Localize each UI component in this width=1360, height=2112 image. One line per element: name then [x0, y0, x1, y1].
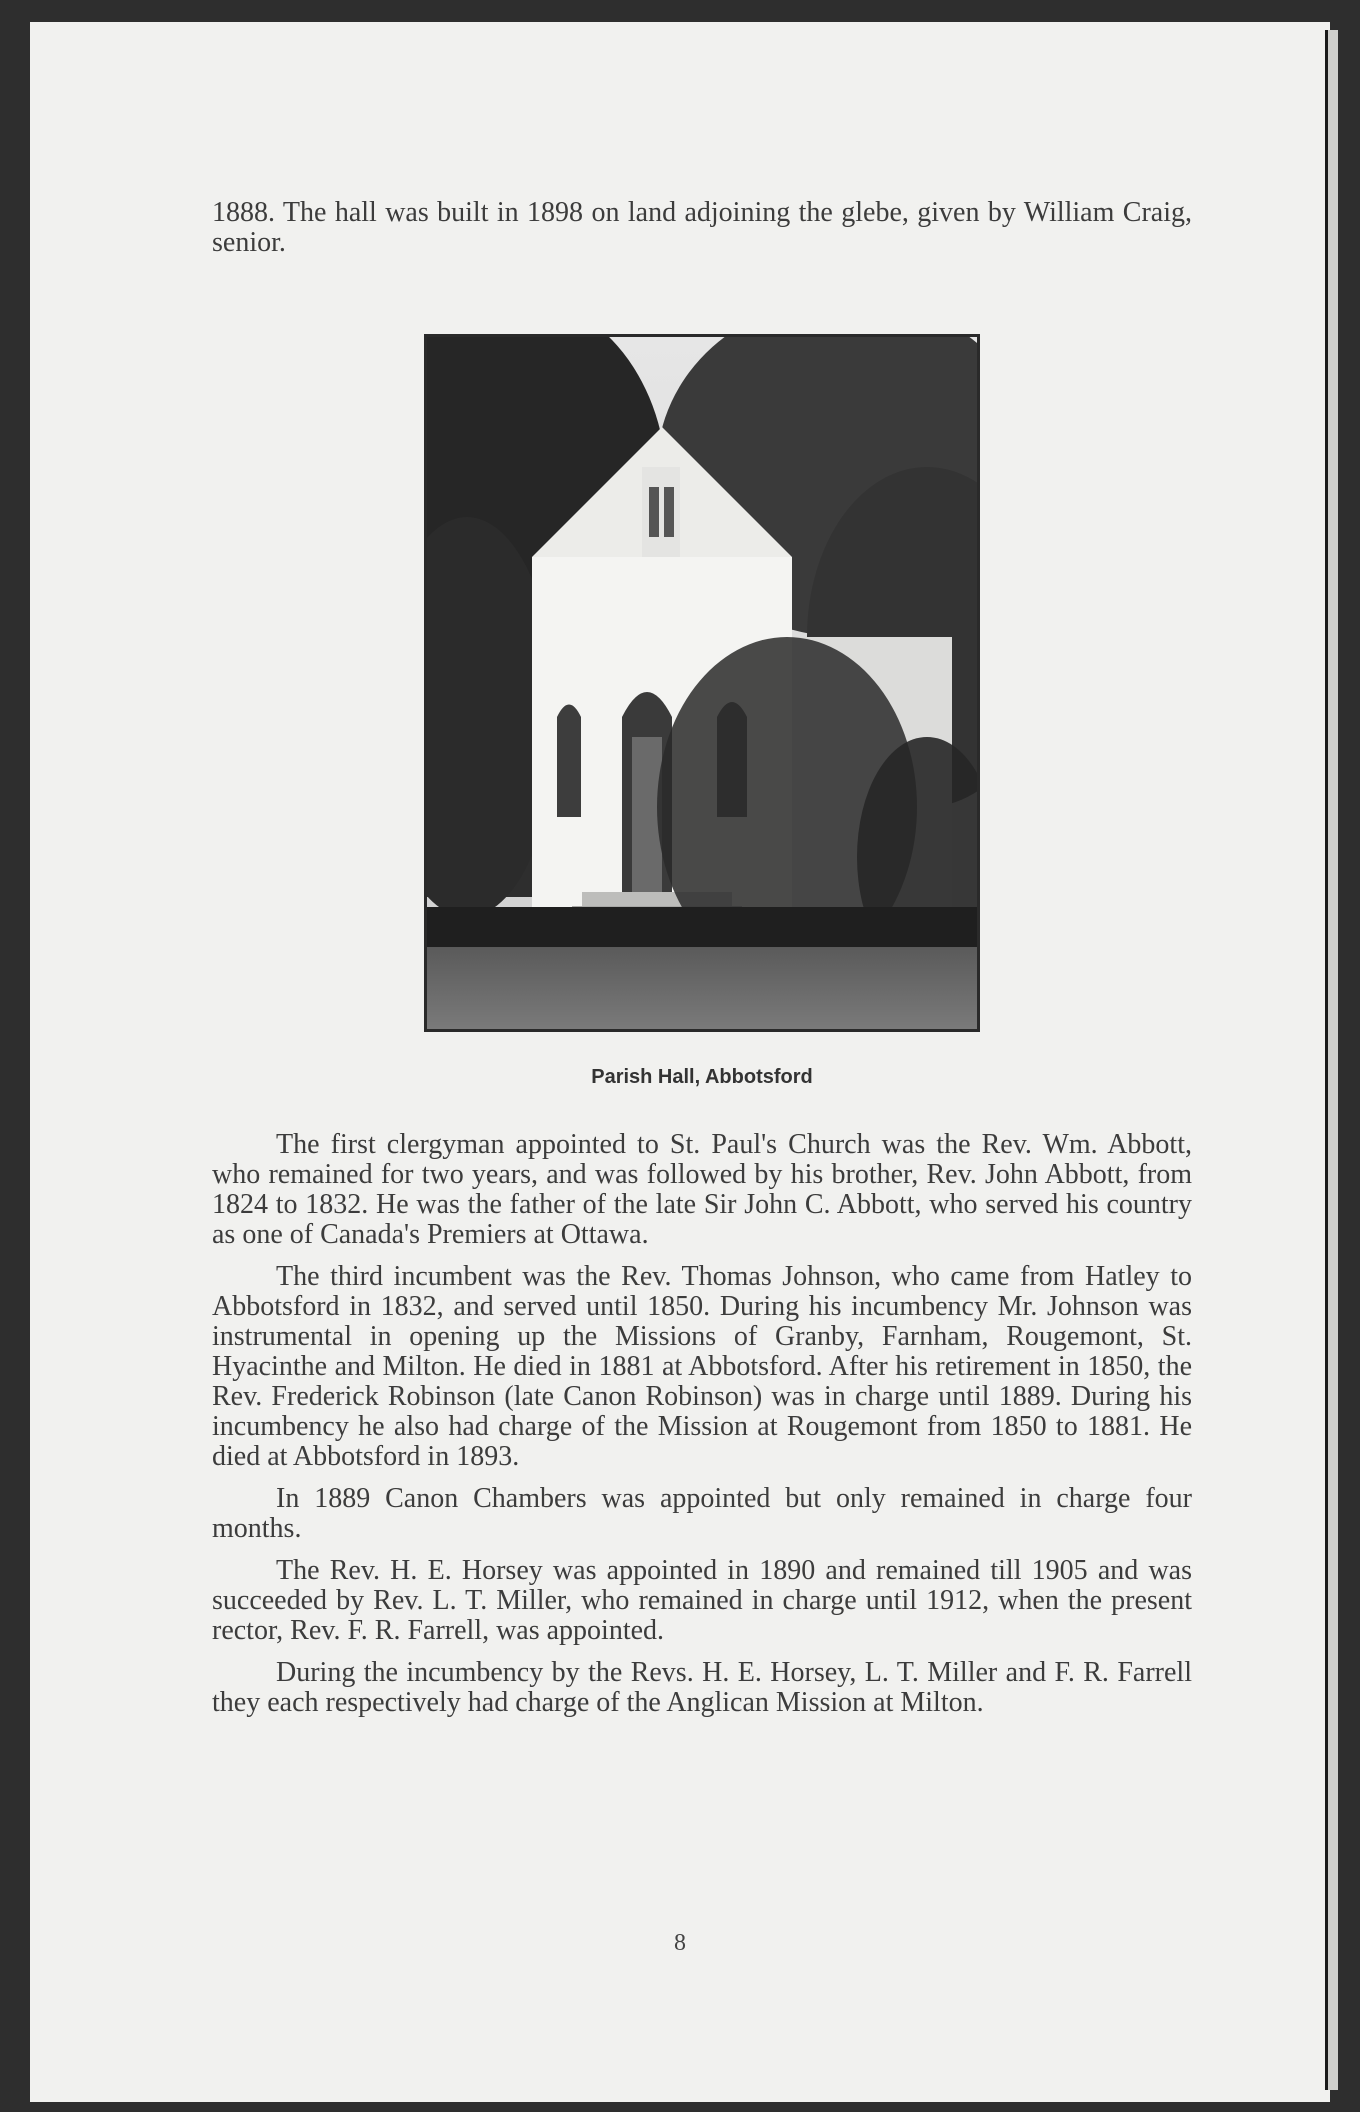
parish-hall-image	[427, 337, 977, 1029]
page-number: 8	[674, 1930, 686, 1956]
adjacent-page-edge	[1325, 30, 1338, 2090]
paragraph: The first clergyman appointed to St. Paul's Church was the Rev. Wm. Abbott, who remained for two years, and was followed by his brother, Rev. John Abbott, from 1824 to 1832. He was the father of the late Sir John C. Abbott, who served his country as one of Canada's Premiers at Ottawa.	[212, 1129, 1192, 1250]
intro-paragraph: 1888. The hall was built in 1898 on land adjoining the glebe, given by William Craig, senior.	[212, 197, 1192, 258]
paragraph: During the incumbency by the Revs. H. E. Horsey, L. T. Miller and F. R. Farrell they each respectively had charge of the Anglican Mission at Milton.	[212, 1657, 1192, 1718]
intro-text	[212, 198, 1192, 258]
paragraph: The third incumbent was the Rev. Thomas Johnson, who came from Hatley to Abbotsford in 1832, and served until 1850. During his incumbency Mr. Johnson was instrumental in opening up the Missions of Granby, Farnham, Rougemont, St. Hyacinthe and Milton. He died in 1881 at Abbotsford. After his retirement in 1850, the Rev. Frederick Robinson (late Canon Robinson) was in charge until 1889. During his incumbency he also had charge of the Mission at Rougemont from 1850 to 1881. He died at Abbotsford in 1893.	[212, 1261, 1192, 1472]
body-text	[212, 1130, 1192, 1730]
document-page	[30, 22, 1330, 2102]
paragraph: In 1889 Canon Chambers was appointed but only remained in charge four months.	[212, 1483, 1192, 1544]
paragraph: The Rev. H. E. Horsey was appointed in 1890 and remained till 1905 and was succeeded by Rev. L. T. Miller, who remained in charge until 1912, when the present rector, Rev. F. R. Farrell, was appointed.	[212, 1555, 1192, 1646]
parish-hall-photo	[424, 334, 980, 1032]
photo-caption: Parish Hall, Abbotsford	[591, 1066, 813, 1088]
